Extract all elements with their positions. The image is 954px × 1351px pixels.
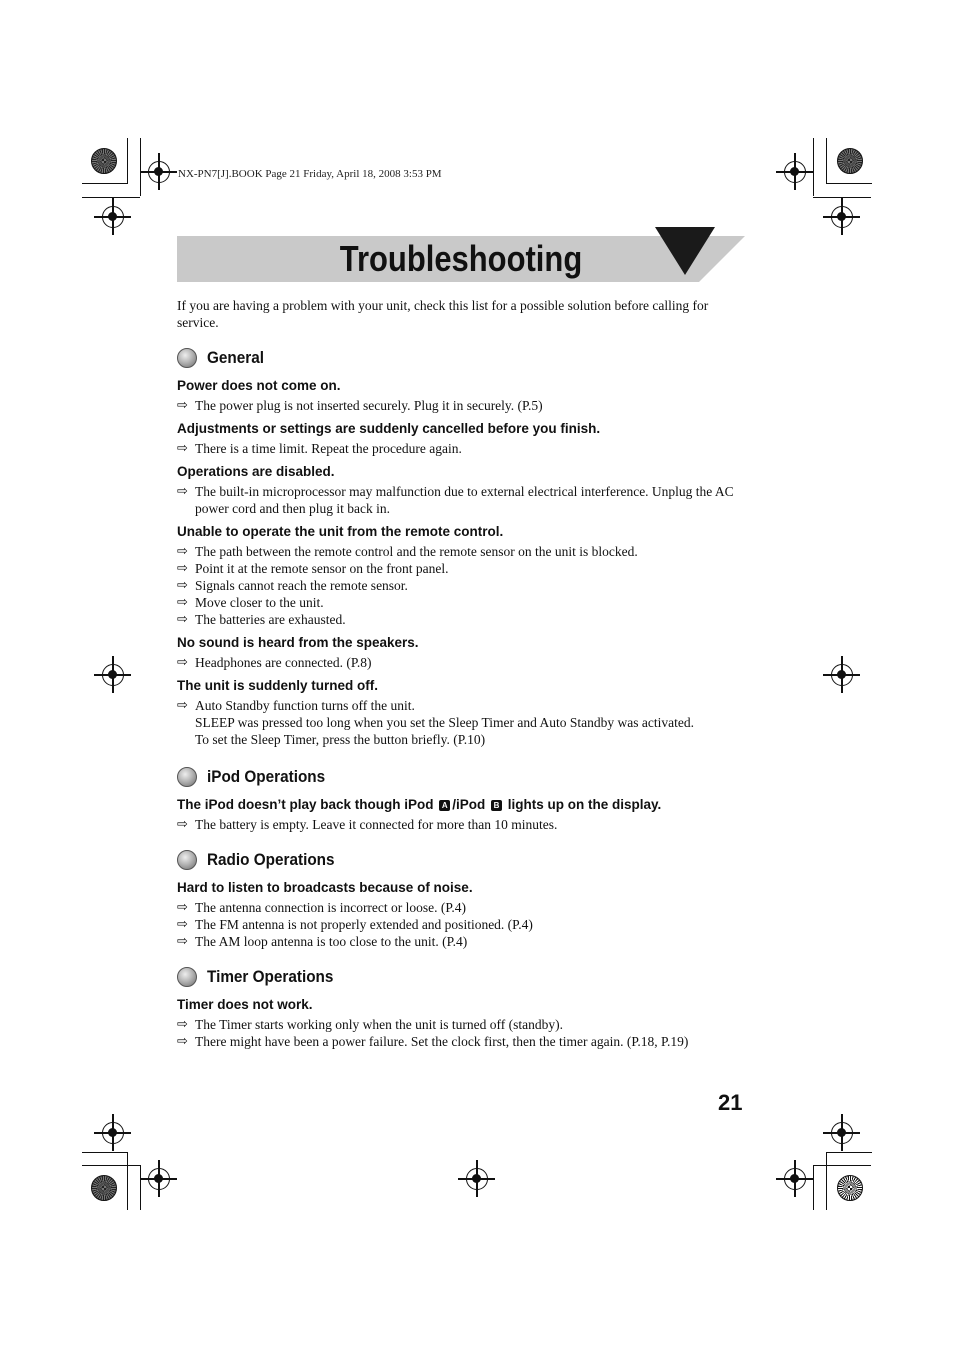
registration-mark-icon (102, 1122, 124, 1144)
section-title: General (207, 348, 264, 367)
solution-item: ⇨ The power plug is not inserted securely. Plug it in securely. (P.5) (177, 398, 543, 413)
crop-mark (813, 138, 814, 196)
crop-mark (140, 1165, 141, 1210)
arrow-right-outline-icon: ⇨ (177, 934, 188, 949)
round-bullet-icon (177, 967, 197, 987)
section-header (177, 847, 747, 873)
registration-mark-icon (102, 206, 124, 228)
crop-mark (826, 1152, 872, 1153)
problem-heading: Hard to listen to broadcasts because of noise. (177, 880, 473, 895)
arrow-right-outline-icon: ⇨ (177, 900, 188, 915)
section-general (177, 345, 747, 748)
section-title: Radio Operations (207, 850, 335, 869)
registration-mark-icon (102, 664, 124, 686)
round-bullet-icon (177, 348, 197, 368)
solution-item: ⇨ The FM antenna is not properly extended and positioned. (P.4) (177, 917, 533, 932)
section-ipod (177, 764, 747, 833)
arrow-right-outline-icon: ⇨ (177, 1017, 188, 1032)
problem-heading: Adjustments or settings are suddenly cancelled before you finish. (177, 421, 601, 436)
registration-mark-icon (466, 1168, 488, 1190)
problem-heading: Unable to operate the unit from the remote control. (177, 524, 504, 539)
page-number: 21 (718, 1090, 743, 1115)
page-title: Troubleshooting (339, 238, 583, 279)
registration-star-icon (91, 1175, 117, 1201)
registration-star-icon (837, 148, 863, 174)
problem-heading: Timer does not work. (177, 997, 313, 1012)
solution-item: ⇨ Move closer to the unit. (177, 595, 324, 610)
solution-item: ⇨ The antenna connection is incorrect or loose. (P.4) (177, 900, 467, 915)
registration-mark-icon (831, 664, 853, 686)
crop-mark (82, 197, 140, 198)
solution-item: ⇨ Signals cannot reach the remote sensor. (177, 578, 408, 593)
crop-mark (813, 1165, 814, 1210)
solution-item: ⇨ The Timer starts working only when the unit is turned off (standby). (177, 1017, 563, 1032)
section-radio (177, 847, 747, 950)
solution-item: ⇨ Point it at the remote sensor on the front panel. (177, 561, 449, 576)
solution-item: ⇨ The built-in microprocessor may malfunction due to external electrical interference. Unplug the AC power cord and then plug it back in. (177, 484, 734, 516)
crop-mark (813, 197, 871, 198)
arrow-right-outline-icon: ⇨ (177, 612, 188, 627)
ipod-b-icon: B (491, 800, 502, 811)
registration-mark-icon (831, 206, 853, 228)
solution-item: ⇨ The batteries are exhausted. (177, 612, 346, 627)
crop-mark (140, 138, 141, 196)
problem-heading: Power does not come on. (177, 378, 341, 393)
section-timer (177, 964, 747, 1050)
arrow-right-outline-icon: ⇨ (177, 544, 188, 559)
arrow-right-outline-icon: ⇨ (177, 698, 188, 713)
solution-item: ⇨ The path between the remote control and the remote sensor on the unit is blocked. (177, 544, 638, 559)
print-header: NX-PN7[J].BOOK Page 21 Friday, April 18, 2008 3:53 PM (178, 168, 442, 180)
crop-mark (82, 183, 128, 184)
triangle-marker-icon (655, 227, 715, 275)
crop-mark (127, 1152, 128, 1210)
registration-mark-icon (148, 161, 170, 183)
section-title: iPod Operations (207, 767, 326, 786)
section-header (177, 345, 747, 371)
arrow-right-outline-icon: ⇨ (177, 1034, 188, 1049)
round-bullet-icon (177, 767, 197, 787)
problem-heading: Operations are disabled. (177, 464, 335, 479)
crop-mark (127, 138, 128, 183)
registration-star-icon (91, 148, 117, 174)
solution-item: ⇨ There might have been a power failure. Set the clock first, then the timer again. (P.18, P.19) (177, 1034, 689, 1049)
crop-mark (826, 138, 827, 183)
registration-mark-icon (831, 1122, 853, 1144)
intro-text: If you are having a problem with your unit, check this list for a possible solution before calling for service. (177, 298, 709, 330)
arrow-right-outline-icon: ⇨ (177, 561, 188, 576)
problem-heading: The iPod doesn’t play back though iPod A /iPod B lights up on the display. (177, 797, 662, 812)
solution-item: ⇨ Headphones are connected. (P.8) (177, 655, 372, 670)
registration-star-icon (837, 1175, 863, 1201)
arrow-right-outline-icon: ⇨ (177, 655, 188, 670)
round-bullet-icon (177, 850, 197, 870)
registration-mark-icon (784, 1168, 806, 1190)
solution-continuation: To set the Sleep Timer, press the button briefly. (P.10) (195, 732, 486, 747)
arrow-right-outline-icon: ⇨ (177, 917, 188, 932)
problem-heading: The unit is suddenly turned off. (177, 678, 378, 693)
arrow-right-outline-icon: ⇨ (177, 817, 188, 832)
problem-heading: No sound is heard from the speakers. (177, 635, 419, 650)
section-header (177, 964, 747, 990)
section-header (177, 764, 747, 790)
solution-item: ⇨ The AM loop antenna is too close to the unit. (P.4) (177, 934, 468, 949)
crop-mark (826, 1152, 827, 1210)
solution-continuation: SLEEP was pressed too long when you set the Sleep Timer and Auto Standby was activated. (195, 715, 694, 730)
arrow-right-outline-icon: ⇨ (177, 398, 188, 413)
arrow-right-outline-icon: ⇨ (177, 578, 188, 593)
crop-mark (82, 1152, 128, 1153)
arrow-right-outline-icon: ⇨ (177, 484, 188, 499)
registration-mark-icon (148, 1168, 170, 1190)
solution-item: ⇨ There is a time limit. Repeat the procedure again. (177, 441, 462, 456)
registration-mark-icon (784, 161, 806, 183)
crop-mark (82, 1165, 140, 1166)
solution-item: ⇨ The battery is empty. Leave it connected for more than 10 minutes. (177, 817, 558, 832)
crop-mark (826, 183, 872, 184)
crop-mark (813, 1165, 871, 1166)
section-title: Timer Operations (207, 967, 334, 986)
arrow-right-outline-icon: ⇨ (177, 595, 188, 610)
arrow-right-outline-icon: ⇨ (177, 441, 188, 456)
ipod-a-icon: A (439, 800, 450, 811)
main-content (177, 297, 747, 1050)
solution-item: ⇨ Auto Standby function turns off the unit. (177, 698, 415, 713)
